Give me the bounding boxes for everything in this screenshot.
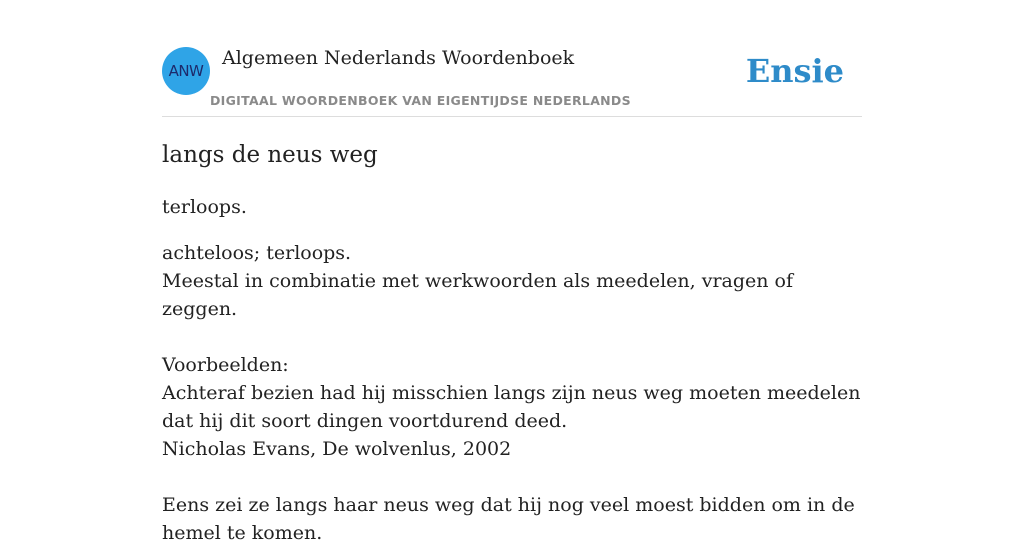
full-definition <box>162 239 862 547</box>
usage-note: Meestal in combinatie met werkwoorden als meedelen, vragen of zeggen. <box>162 270 794 320</box>
example-text: Achteraf bezien had hij misschien langs zijn neus weg moeten meedelen dat hij dit soort dingen voortdurend deed. <box>162 382 861 432</box>
source-title[interactable]: Algemeen Nederlands Woordenboek <box>222 47 575 69</box>
anw-logo[interactable]: ANW <box>162 47 210 95</box>
site-header <box>162 46 862 117</box>
examples-label: Voorbeelden: <box>162 354 289 376</box>
definition-line: achteloos; terloops. <box>162 242 352 264</box>
example-text: Eens zei ze langs haar neus weg dat hij nog veel moest bidden om in de hemel te komen. <box>162 494 855 544</box>
source-subtitle: DIGITAAL WOORDENBOEK VAN EIGENTIJDSE NEDERLANDS <box>210 93 631 108</box>
paragraph-gap <box>162 323 862 351</box>
entry-term: langs de neus weg <box>162 142 378 168</box>
paragraph-gap <box>162 463 862 491</box>
short-definition: terloops. <box>162 196 247 218</box>
ensie-brand-logo[interactable]: Ensie <box>745 52 844 90</box>
example-source: Nicholas Evans, De wolvenlus, 2002 <box>162 438 512 460</box>
